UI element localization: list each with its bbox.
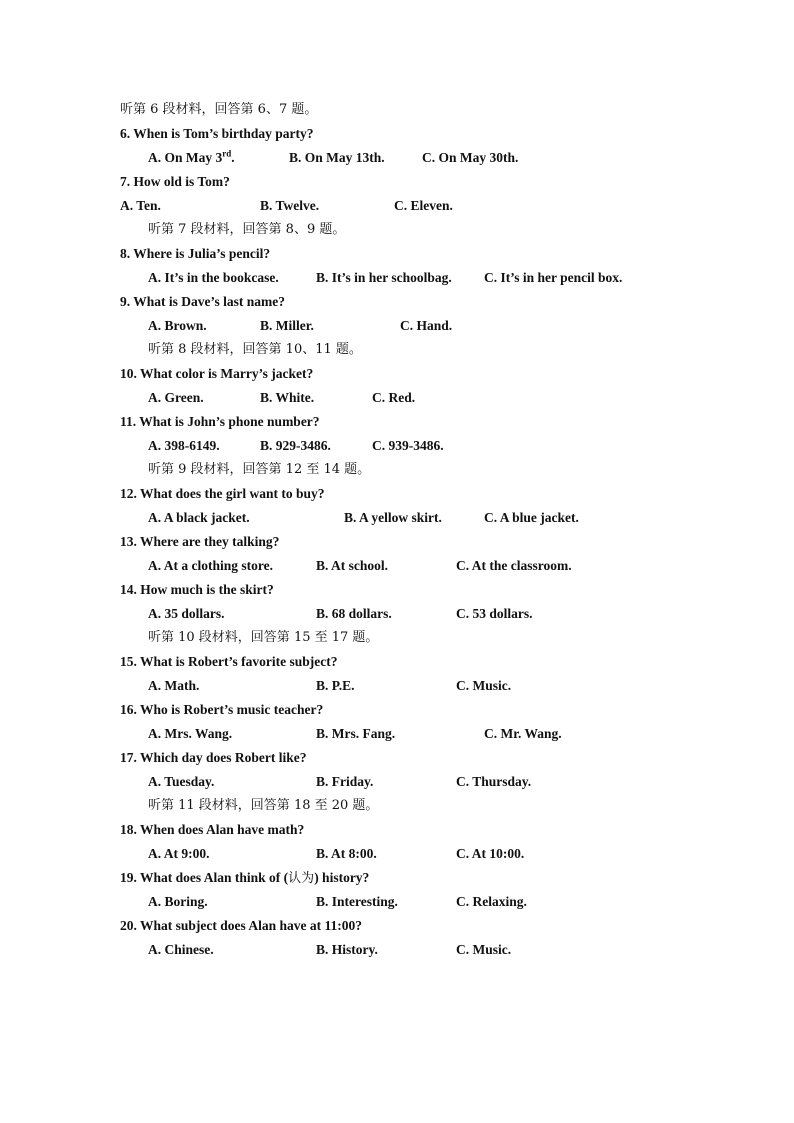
question-17 (0, 746, 794, 770)
section-8-instruction: 听第 8 段材料，回答第 10、11 题。 (148, 342, 362, 357)
option-b: B. A yellow skirt. (344, 510, 442, 525)
option-c: C. Thursday. (456, 774, 532, 789)
option-a: A. Mrs. Wang. (148, 726, 233, 741)
option-b: B. 68 dollars. (316, 606, 392, 621)
option-a: A. Brown. (148, 318, 207, 333)
option-a (148, 146, 235, 170)
option-b: B. On May 13th. (289, 150, 385, 165)
question-6 (0, 122, 794, 146)
question-text-chinese: 认为 (288, 871, 315, 886)
question-19 (0, 866, 794, 890)
question-19-options (0, 890, 794, 914)
option-a: A. Tuesday. (148, 774, 215, 789)
question-text: 9. What is Dave’s last name? (120, 294, 285, 309)
option-a-main: A. On May 3 (148, 150, 223, 165)
question-13 (0, 530, 794, 554)
section-heading (0, 98, 794, 122)
question-text (120, 866, 369, 891)
question-14 (0, 578, 794, 602)
option-b: B. Interesting. (316, 894, 398, 909)
question-9 (0, 290, 794, 314)
question-15 (0, 650, 794, 674)
option-a: A. Green. (148, 390, 204, 405)
question-text: 20. What subject does Alan have at 11:00? (120, 918, 363, 933)
option-a: A. Chinese. (148, 942, 214, 957)
option-b: B. 929-3486. (260, 438, 331, 453)
question-20 (0, 914, 794, 938)
section-10-instruction: 听第 10 段材料，回答第 15 至 17 题。 (148, 630, 379, 645)
question-text: 8. Where is Julia’s pencil? (120, 246, 271, 261)
option-a: A. At a clothing store. (148, 558, 273, 573)
option-c: C. At 10:00. (456, 846, 525, 861)
question-text: 11. What is John’s phone number? (120, 414, 320, 429)
question-10 (0, 362, 794, 386)
question-13-options (0, 554, 794, 578)
option-a: A. It’s in the bookcase. (148, 270, 279, 285)
option-c: C. It’s in her pencil box. (484, 270, 623, 285)
question-17-options (0, 770, 794, 794)
question-text: 10. What color is Marry’s jacket? (120, 366, 314, 381)
question-8-options (0, 266, 794, 290)
option-c: C. Mr. Wang. (484, 726, 562, 741)
option-c: C. 939-3486. (372, 438, 444, 453)
option-a: A. Math. (148, 678, 200, 693)
section-heading (0, 626, 794, 650)
question-text: 15. What is Robert’s favorite subject? (120, 654, 338, 669)
option-b: B. At school. (316, 558, 389, 573)
question-text: 13. Where are they talking? (120, 534, 280, 549)
question-text: 16. Who is Robert’s music teacher? (120, 702, 324, 717)
question-9-options (0, 314, 794, 338)
option-b: B. White. (260, 390, 315, 405)
option-c: C. 53 dollars. (456, 606, 533, 621)
section-11-instruction: 听第 11 段材料，回答第 18 至 20 题。 (148, 798, 379, 813)
question-text: 7. How old is Tom? (120, 174, 230, 189)
option-a: A. Boring. (148, 894, 208, 909)
question-16 (0, 698, 794, 722)
question-text: 6. When is Tom’s birthday party? (120, 126, 314, 141)
question-12 (0, 482, 794, 506)
question-12-options (0, 506, 794, 530)
option-b: B. Friday. (316, 774, 374, 789)
option-c: C. Hand. (400, 318, 453, 333)
option-b: B. It’s in her schoolbag. (316, 270, 452, 285)
option-b: B. Miller. (260, 318, 314, 333)
section-heading (0, 794, 794, 818)
question-6-options (0, 146, 794, 170)
section-9-instruction: 听第 9 段材料，回答第 12 至 14 题。 (148, 462, 371, 477)
option-a-end: . (231, 150, 235, 165)
question-text: 12. What does the girl want to buy? (120, 486, 325, 501)
section-heading (0, 458, 794, 482)
question-11-options (0, 434, 794, 458)
section-6-instruction: 听第 6 段材料，回答第 6、7 题。 (120, 102, 318, 117)
question-text-main: 19. What does Alan think of ( (120, 870, 289, 885)
option-c: C. On May 30th. (422, 150, 519, 165)
option-a-superscript: rd (222, 148, 232, 159)
question-16-options (0, 722, 794, 746)
question-text-end: ) history? (314, 870, 370, 885)
option-c: C. Red. (372, 390, 416, 405)
question-7-options (0, 194, 794, 218)
question-18-options (0, 842, 794, 866)
option-b: B. Twelve. (260, 198, 320, 213)
option-b: B. Mrs. Fang. (316, 726, 396, 741)
question-7 (0, 170, 794, 194)
question-11 (0, 410, 794, 434)
section-7-instruction: 听第 7 段材料，回答第 8、9 题。 (148, 222, 346, 237)
question-18 (0, 818, 794, 842)
question-10-options (0, 386, 794, 410)
option-a: A. A black jacket. (148, 510, 250, 525)
question-8 (0, 242, 794, 266)
question-14-options (0, 602, 794, 626)
section-heading (0, 338, 794, 362)
question-text: 14. How much is the skirt? (120, 582, 274, 597)
question-text: 17. Which day does Robert like? (120, 750, 307, 765)
section-heading (0, 218, 794, 242)
option-c: C. A blue jacket. (484, 510, 579, 525)
option-a: A. 398-6149. (148, 438, 220, 453)
option-c: C. At the classroom. (456, 558, 572, 573)
option-c: C. Relaxing. (456, 894, 527, 909)
question-20-options (0, 938, 794, 962)
option-a: A. 35 dollars. (148, 606, 225, 621)
question-15-options (0, 674, 794, 698)
option-c: C. Music. (456, 942, 512, 957)
question-text: 18. When does Alan have math? (120, 822, 305, 837)
option-a: A. Ten. (120, 198, 161, 213)
option-a: A. At 9:00. (148, 846, 210, 861)
option-b: B. At 8:00. (316, 846, 377, 861)
option-b: B. History. (316, 942, 378, 957)
option-b: B. P.E. (316, 678, 355, 693)
option-c: C. Eleven. (394, 198, 453, 213)
option-c: C. Music. (456, 678, 512, 693)
